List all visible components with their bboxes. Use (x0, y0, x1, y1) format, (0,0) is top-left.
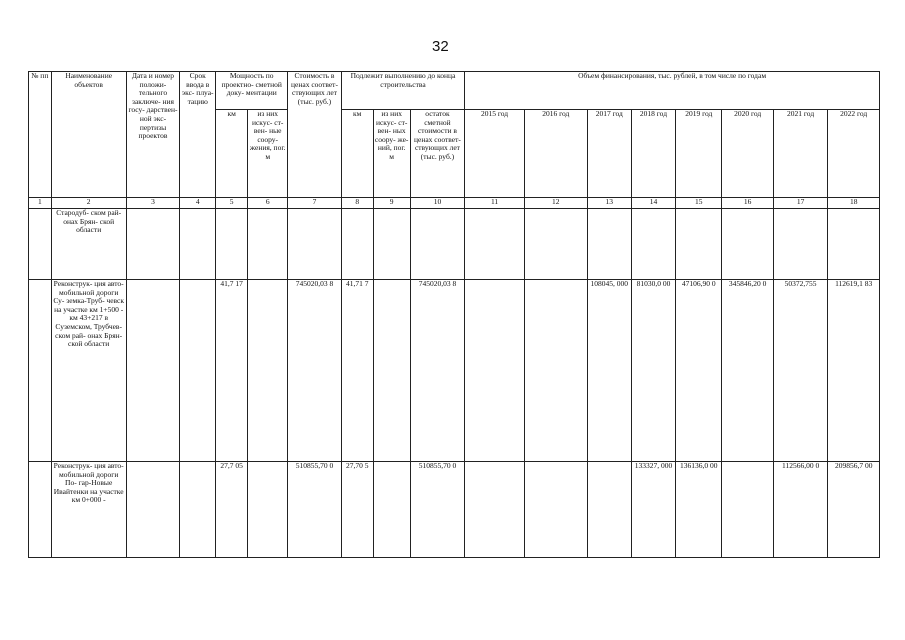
table-row (29, 209, 880, 280)
header-capacity-structures: из них искус- ст- вен- ные соору- жения, пог. м (248, 110, 288, 198)
financing-table (28, 71, 880, 558)
table-cell (248, 462, 288, 558)
table-cell (248, 280, 288, 462)
table-cell (465, 209, 525, 280)
header-year-2018: 2018 год (631, 110, 675, 198)
header-remaining-km: км (341, 110, 373, 198)
year-2019-value: 136136,0 00 (676, 462, 722, 558)
table-cell (631, 209, 675, 280)
header-remaining-group: Подлежит выполнению до конца строительства (341, 72, 464, 110)
table-cell (524, 209, 587, 280)
cost-value: 510855,70 0 (288, 462, 342, 558)
table-cell (676, 209, 722, 280)
table-cell (373, 280, 410, 462)
row-number-cell (29, 462, 52, 558)
year-2017-value: 108045, 000 (587, 280, 631, 462)
table-cell (722, 209, 773, 280)
table-cell (180, 462, 216, 558)
header-year-2015: 2015 год (465, 110, 525, 198)
year-2018-value: 81030,0 00 (631, 280, 675, 462)
header-year-2021: 2021 год (773, 110, 828, 198)
header-financing-group: Объем финансирования, тыс. рублей, в том числе по годам (465, 72, 880, 110)
header-remaining-cost: остаток сметной стоимости в ценах соответ- ствующих лет (тыс. руб.) (410, 110, 465, 198)
year-2016-value (524, 462, 587, 558)
column-number: 10 (410, 198, 465, 209)
column-number: 7 (288, 198, 342, 209)
table-cell (341, 209, 373, 280)
header-cost: Стоимость в ценах соответ- ствующих лет (тыс. руб.) (288, 72, 342, 198)
header-number: № пп (29, 72, 52, 198)
year-2021-value: 112566,00 0 (773, 462, 828, 558)
table-cell (180, 280, 216, 462)
table-cell (828, 209, 880, 280)
column-number: 8 (341, 198, 373, 209)
column-number: 2 (51, 198, 126, 209)
header-year-2017: 2017 год (587, 110, 631, 198)
row-number-cell (29, 209, 52, 280)
table-cell (587, 209, 631, 280)
column-number: 6 (248, 198, 288, 209)
year-2016-value (524, 280, 587, 462)
object-name: Реконструк- ция авто- мобильной дороги Су- земка-Труб- чевск на участке км 1+500 - км 43+217 в Суземском, Трубчев- ском рай- онах Брян- ской области (51, 280, 126, 462)
object-name: Стародуб- ском рай- онах Брян- ской области (51, 209, 126, 280)
capacity-km-value: 27,7 05 (216, 462, 248, 558)
header-expertise: Дата и номер положи- тельного заключе- ния госу- дарствен- ной экс- пертизы проектов (126, 72, 180, 198)
column-number: 13 (587, 198, 631, 209)
remaining-km-value: 41,71 7 (341, 280, 373, 462)
year-2019-value: 47106,90 0 (676, 280, 722, 462)
table-cell (216, 209, 248, 280)
column-number: 15 (676, 198, 722, 209)
remaining-cost-value: 510855,70 0 (410, 462, 465, 558)
table-cell (288, 209, 342, 280)
page-number: 32 (432, 38, 449, 55)
capacity-km-value: 41,7 17 (216, 280, 248, 462)
column-number: 3 (126, 198, 180, 209)
table-cell (410, 209, 465, 280)
year-2021-value: 50372,755 (773, 280, 828, 462)
header-year-2020: 2020 год (722, 110, 773, 198)
header-year-2022: 2022 год (828, 110, 880, 198)
table-row (29, 280, 880, 462)
column-number: 17 (773, 198, 828, 209)
header-capacity-group: Мощность по проектно- сметной доку- ментации (216, 72, 288, 110)
header-capacity-km: км (216, 110, 248, 198)
column-number: 11 (465, 198, 525, 209)
table-cell (180, 209, 216, 280)
remaining-km-value: 27,70 5 (341, 462, 373, 558)
header-row-top (29, 72, 880, 110)
year-2022-value: 209856,7 00 (828, 462, 880, 558)
column-number: 14 (631, 198, 675, 209)
table-cell (126, 209, 180, 280)
column-number: 16 (722, 198, 773, 209)
year-2015-value (465, 462, 525, 558)
column-number: 5 (216, 198, 248, 209)
table-row (29, 462, 880, 558)
row-number-cell (29, 280, 52, 462)
column-number: 18 (828, 198, 880, 209)
year-2017-value (587, 462, 631, 558)
header-commissioning: Срок ввода в экс- плуа- тацию (180, 72, 216, 198)
column-number: 9 (373, 198, 410, 209)
column-number: 12 (524, 198, 587, 209)
column-number: 1 (29, 198, 52, 209)
header-year-2016: 2016 год (524, 110, 587, 198)
cost-value: 745020,03 8 (288, 280, 342, 462)
remaining-cost-value: 745020,03 8 (410, 280, 465, 462)
table-cell (773, 209, 828, 280)
table-cell (126, 462, 180, 558)
year-2015-value (465, 280, 525, 462)
year-2022-value: 112619,1 83 (828, 280, 880, 462)
year-2018-value: 133327, 000 (631, 462, 675, 558)
table-cell (248, 209, 288, 280)
year-2020-value: 345846,20 0 (722, 280, 773, 462)
table-cell (373, 209, 410, 280)
header-year-2019: 2019 год (676, 110, 722, 198)
year-2020-value (722, 462, 773, 558)
column-number: 4 (180, 198, 216, 209)
column-number-row (29, 198, 880, 209)
table-cell (126, 280, 180, 462)
header-remaining-structures: из них искус- ст- вен- ных соору- же- ний, пог. м (373, 110, 410, 198)
table-cell (373, 462, 410, 558)
header-object-name: Наименование объектов (51, 72, 126, 198)
object-name: Реконструк- ция авто- мобильной дороги По- гар-Новые Ивайтенки на участке км 0+000 - (51, 462, 126, 558)
